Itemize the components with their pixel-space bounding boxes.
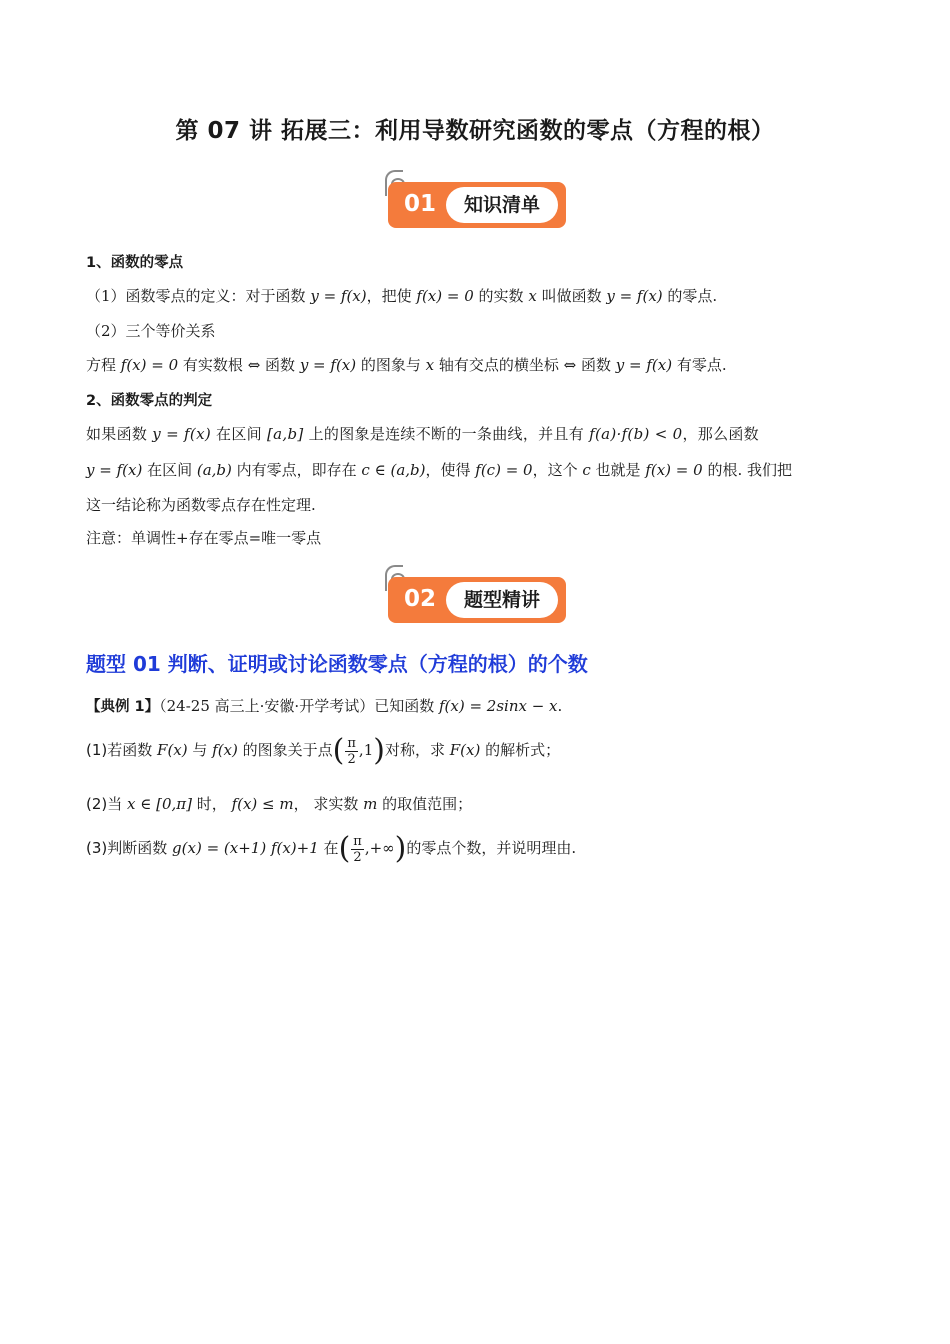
text: 的图象关于点 [237,741,333,759]
right-paren: ) [394,831,407,866]
text: 轴有交点的横坐标 ⇔ 函数 [434,356,616,374]
denominator: 2 [353,849,362,865]
example-intro [86,695,562,716]
text: 如果函数 [86,425,153,443]
question-3 [86,828,576,868]
paragraph-note: 注意：单调性+存在零点=唯一零点 [86,529,322,547]
fraction [345,736,358,767]
formula: ,1 [358,741,374,759]
paragraph-definition [86,285,717,306]
badge-box [388,182,566,228]
formula: y = f(x) [606,287,663,305]
formula: f(a)·f(b) < 0 [589,425,683,443]
formula: m [363,795,378,813]
question-1 [86,730,560,770]
left-paren: ( [338,831,351,866]
example-label: 【典例 1】 [86,699,160,715]
badge-number: 01 [403,191,436,217]
text: 的实数 [473,287,529,305]
text: （24-25 高三上·安徽·开学考试）已知函数 [159,697,439,715]
right-paren: ) [373,733,385,768]
section-badge-problem-types [385,565,569,623]
numerator: π [353,833,362,849]
heading-zero-point: 1、函数的零点 [86,255,184,271]
text: 叫做函数 [536,287,607,305]
text: 有实数根 ⇔ 函数 [178,356,300,374]
text: 对称，求 [384,741,450,759]
text: ，使得 [425,461,476,479]
question-number: (3) [86,839,108,857]
text: 在区间 [142,461,197,479]
formula: f(x) = 2sinx − x [438,697,558,715]
heading-zero-criterion: 2、函数零点的判定 [86,393,213,409]
text: （1）函数零点的定义：对于函数 [86,287,311,305]
text: ，把使 [366,287,417,305]
text: 的解析式； [480,741,561,759]
paragraph-theorem: 这一结论称为函数零点存在性定理. [86,496,316,514]
text: 的零点. [662,287,718,305]
badge-box [388,577,566,623]
formula: g(x) = (x+1) f(x)+1 [172,839,319,857]
text: ， 求实数 [293,795,364,813]
text: ，这个 [532,461,583,479]
text: 方程 [86,356,121,374]
formula: y = f(x) [152,425,211,443]
formula: y = f(x) [299,356,357,374]
numerator: π [347,735,356,751]
formula: [a,b] [267,425,304,443]
formula: f(x) ≤ m [231,795,294,813]
text: 在 [318,839,339,857]
formula: F(x) [449,741,481,759]
text: 的零点个数，并说明理由. [406,839,577,857]
badge-number: 02 [403,586,436,612]
formula: ,+∞ [364,839,395,857]
text: 上的图象是连续不断的一条曲线，并且有 [303,425,590,443]
badge-label: 知识清单 [446,187,558,223]
formula: c [582,461,591,479]
formula: y = f(x) [86,461,143,479]
left-paren: ( [332,733,345,768]
formula: y = f(x) [615,356,673,374]
text: 在区间 [210,425,268,443]
text: 也就是 [590,461,646,479]
formula: F(x) [157,741,188,759]
paragraph-criterion-1 [86,423,759,444]
paragraph-criterion-2 [86,459,792,480]
fraction [351,834,364,865]
section-badge-knowledge [385,170,569,228]
formula: f(x) = 0 [416,287,474,305]
text: 的取值范围； [377,795,473,813]
formula: x [528,287,537,305]
text: 与 [187,741,213,759]
problem-type-heading: 题型 01 判断、证明或讨论函数零点（方程的根）的个数 [86,652,588,676]
denominator: 2 [347,751,356,767]
text: . [557,697,563,715]
formula: (a,b) [196,461,232,479]
formula: y = f(x) [310,287,367,305]
formula: c ∈ (a,b) [361,461,426,479]
formula: f(c) = 0 [475,461,533,479]
formula: x [425,356,435,374]
page-title: 第 07 讲 拓展三：利用导数研究函数的零点（方程的根） [175,118,775,144]
formula: f(x) = 0 [645,461,703,479]
text: 的图象与 [356,356,426,374]
question-number: (2) [86,795,108,813]
paragraph-equivalence-title: （2）三个等价关系 [86,322,216,340]
question-number: (1) [86,741,108,759]
text: 内有零点，即存在 [231,461,362,479]
question-2 [86,793,472,814]
text: 的根. 我们把 [702,461,792,479]
text: 若函数 [107,741,158,759]
formula: x ∈ [0,π] [127,795,193,813]
badge-label: 题型精讲 [446,582,558,618]
text: 时， [192,795,232,813]
formula: f(x) [212,741,238,759]
formula: f(x) = 0 [120,356,179,374]
text: ，那么函数 [682,425,759,443]
paragraph-equivalence [86,354,727,375]
text: 当 [107,795,128,813]
text: 有零点. [672,356,727,374]
text: 判断函数 [107,839,173,857]
